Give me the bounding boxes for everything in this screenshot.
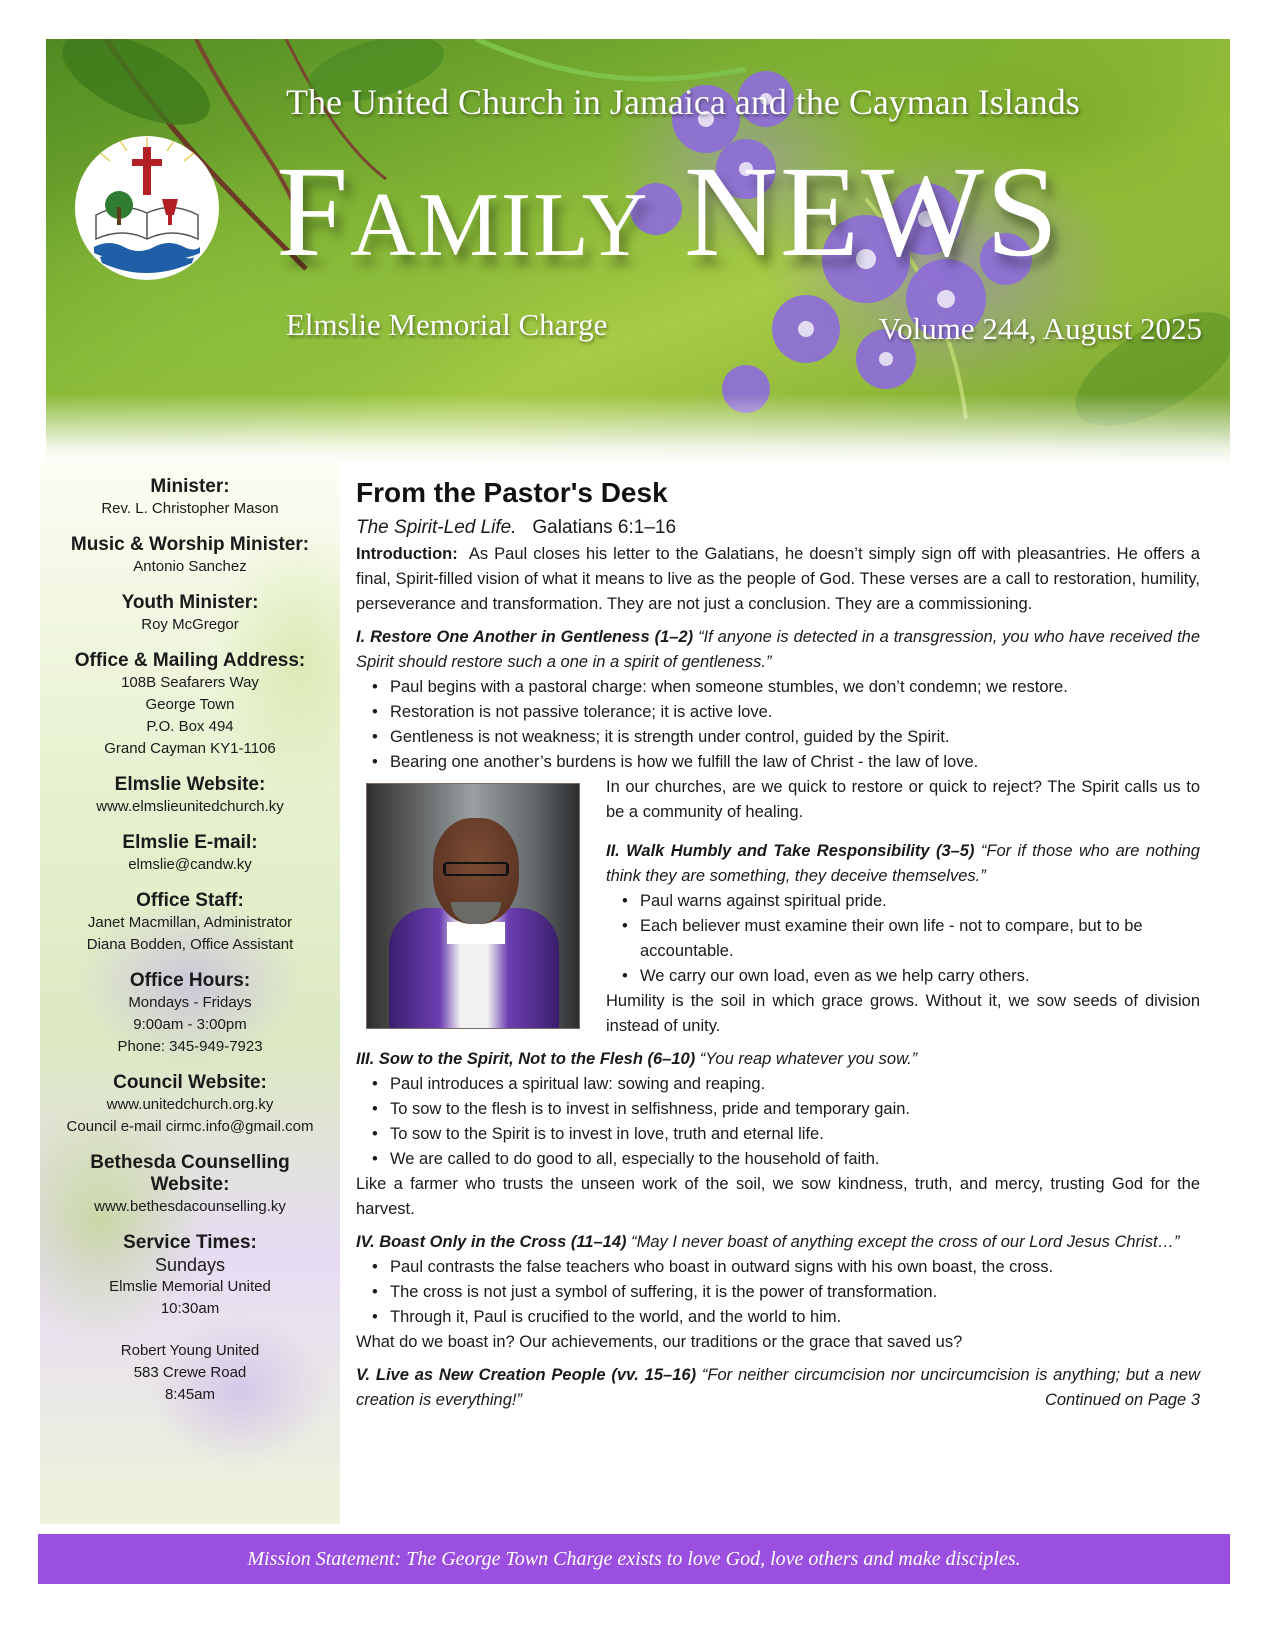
hours-line: 9:00am - 3:00pm (133, 1016, 247, 1033)
list-item: • We carry our own load, even as we help carry others. (620, 964, 1200, 989)
council-email-line[interactable]: Council e-mail cirmc.info@gmail.com (66, 1118, 314, 1135)
service-line: Elmslie Memorial United (109, 1278, 271, 1295)
youth-minister-name: Roy McGregor (141, 616, 239, 633)
intro-label: Introduction: (356, 545, 458, 563)
youth-minister-heading: Youth Minister: (121, 592, 259, 613)
bethesda-link[interactable]: www.bethesdacounselling.ky (94, 1198, 286, 1215)
section-4-list (356, 1255, 1200, 1330)
minister-block (40, 476, 340, 520)
church-name: The United Church in Jamaica and the Cayman Islands (286, 82, 1080, 122)
youth-minister-block (40, 592, 340, 636)
office-staff-heading: Office Staff: (136, 890, 244, 911)
list-item: • Bearing one another’s burdens is how we fulfill the law of Christ - the law of love. (370, 750, 1200, 775)
address-line: Grand Cayman KY1-1106 (104, 740, 276, 757)
council-website-link[interactable]: www.unitedchurch.org.ky (106, 1096, 274, 1113)
music-minister-heading: Music & Worship Minister: (70, 534, 310, 555)
hours-line: Mondays - Fridays (128, 994, 252, 1011)
section-3-title: III. Sow to the Spirit, Not to the Flesh (6–10) (356, 1050, 696, 1068)
section-4-quote: “May I never boast of anything except the cross of our Lord Jesus Christ…” (631, 1233, 1180, 1251)
section-3-list (356, 1072, 1200, 1172)
office-staff-block (40, 890, 340, 956)
service-line: Robert Young United (120, 1342, 260, 1359)
section-2-list (606, 889, 1200, 989)
pastor-article (356, 476, 1200, 1410)
service-day: Sundays (154, 1255, 226, 1275)
phone-line: Phone: 345-949-7923 (117, 1038, 263, 1055)
office-address-heading: Office & Mailing Address: (74, 650, 306, 671)
address-line: George Town (145, 696, 235, 713)
service-line: 8:45am (164, 1386, 216, 1403)
volume-date: Volume 244, August 2025 (878, 311, 1202, 346)
music-minister-block (40, 534, 340, 578)
office-hours-heading: Office Hours: (129, 970, 251, 991)
list-item: • Paul begins with a pastoral charge: when someone stumbles, we don’t condemn; we restore. (370, 675, 1200, 700)
list-item: • Paul contrasts the false teachers who boast in outward signs with his own boast, the cross. (370, 1255, 1200, 1280)
email-link[interactable]: elmslie@candw.ky (128, 856, 252, 873)
address-line: 108B Seafarers Way (121, 674, 259, 691)
minister-heading: Minister: (150, 476, 230, 497)
email-heading: Elmslie E-mail: (122, 832, 258, 853)
list-item: • Each believer must examine their own life - not to compare, but to be accountable. (620, 914, 1200, 964)
service-line: 10:30am (160, 1300, 220, 1317)
section-4-closing: What do we boast in? Our achievements, our traditions or the grace that saved us? (356, 1333, 963, 1351)
section-1-title: I. Restore One Another in Gentleness (1–2) (356, 628, 694, 646)
service-times-block (40, 1232, 340, 1406)
staff-line: Diana Bodden, Office Assistant (86, 936, 294, 953)
section-2-quote: “For if those who are nothing think they are something, they deceive themselves.” (606, 842, 1200, 885)
section-5-title: V. Live as New Creation People (vv. 15–16) (356, 1366, 697, 1384)
list-item: • We are called to do good to all, especially to the household of faith. (370, 1147, 1200, 1172)
stem-shape (476, 39, 746, 79)
masthead-banner (46, 39, 1230, 464)
bethesda-block (40, 1152, 340, 1218)
section-4-title: IV. Boast Only in the Cross (11–14) (356, 1233, 627, 1251)
website-block (40, 774, 340, 818)
section-1-list (356, 675, 1200, 775)
section-1-quote: “If anyone is detected in a transgression, you who have received the Spirit should restore such a one in a spirit of gentleness.” (356, 628, 1201, 671)
list-item: • Paul introduces a spiritual law: sowing and reaping. (370, 1072, 1200, 1097)
section-2-title: II. Walk Humbly and Take Responsibility (3–5) (606, 842, 975, 860)
minister-name: Rev. L. Christopher Mason (101, 500, 279, 517)
address-line: P.O. Box 494 (146, 718, 234, 735)
church-crest-icon (74, 135, 220, 281)
email-block (40, 832, 340, 876)
list-item: • To sow to the Spirit is to invest in love, truth and eternal life. (370, 1122, 1200, 1147)
list-item: • Paul warns against spiritual pride. (620, 889, 1200, 914)
intro-text: As Paul closes his letter to the Galatians, he doesn’t simply sign off with pleasantries. He offers a final, Spirit-filled vision of what it means to live as the people of God. These verses are a call to restoration, humility, perseverance and transformation. They are not just a conclusion. They are a commissioning. (356, 545, 1200, 613)
council-heading: Council Website: (113, 1072, 267, 1093)
service-times-heading: Service Times: (123, 1232, 257, 1253)
section-4-heading (356, 1230, 1200, 1255)
article-heading: From the Pastor's Desk (356, 477, 668, 508)
section-3-quote: “You reap whatever you sow.” (699, 1050, 918, 1068)
section-5-quote: “For neither circumcision nor uncircumcision is anything; but a new creation is everything!” (356, 1366, 1200, 1409)
bethesda-heading: Bethesda Counselling Website: (90, 1152, 290, 1195)
list-item: • Restoration is not passive tolerance; it is active love. (370, 700, 1200, 725)
council-block (40, 1072, 340, 1138)
mission-statement-bar: Mission Statement: The George Town Charge exists to love God, love others and make disciples. (38, 1534, 1230, 1584)
website-heading: Elmslie Website: (114, 774, 266, 795)
list-item: • The cross is not just a symbol of suffering, it is the power of transformation. (370, 1280, 1200, 1305)
collar-shape (447, 922, 505, 944)
subtitle-theme: The Spirit-Led Life. (356, 517, 517, 538)
music-minister-name: Antonio Sanchez (133, 558, 247, 575)
continued-note[interactable]: Continued on Page 3 (1044, 1391, 1200, 1409)
list-item: • Gentleness is not weakness; it is strength under control, guided by the Spirit. (370, 725, 1200, 750)
office-hours-block (40, 970, 340, 1058)
article-subtitle (356, 516, 1200, 540)
section-3-closing: Like a farmer who trusts the unseen work of the soil, we sow kindness, truth, and mercy, trusting God for the harvest. (356, 1175, 1200, 1218)
contact-sidebar (40, 462, 340, 1524)
subtitle-reference: Galatians 6:1–16 (532, 517, 677, 538)
spacer (40, 1320, 340, 1340)
intro-paragraph (356, 542, 1200, 617)
leaf-shape (49, 39, 223, 144)
section-1-closing: In our churches, are we quick to restore or quick to reject? The Spirit calls us to be a community of healing. (606, 778, 1200, 821)
pastor-photo (366, 783, 580, 1029)
staff-line: Janet Macmillan, Administrator (87, 914, 293, 931)
charge-name: Elmslie Memorial Charge (286, 307, 608, 342)
section-2-closing: Humility is the soil in which grace grows. Without it, we sow seeds of division instead of unity. (606, 992, 1200, 1035)
list-item: • Through it, Paul is crucified to the world, and the world to him. (370, 1305, 1200, 1330)
glasses-shape (443, 862, 509, 876)
section-1-heading (356, 625, 1200, 675)
service-line: 583 Crewe Road (133, 1364, 247, 1381)
list-item: • To sow to the flesh is to invest in selfishness, pride and temporary gain. (370, 1097, 1200, 1122)
website-link[interactable]: www.elmslieunitedchurch.ky (96, 798, 284, 815)
office-address-block (40, 650, 340, 760)
newsletter-title: Family NEWS (276, 140, 1061, 284)
section-3-heading (356, 1047, 1200, 1072)
